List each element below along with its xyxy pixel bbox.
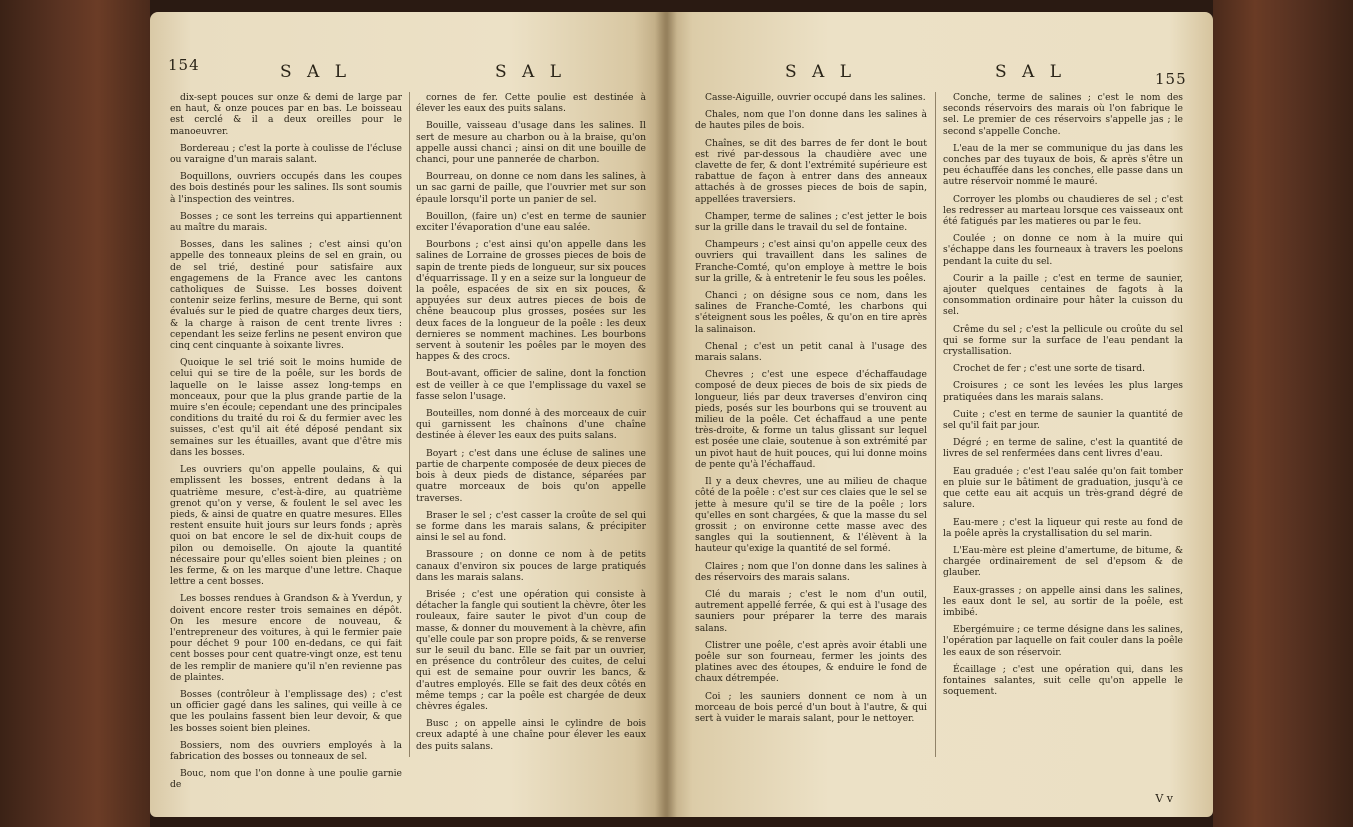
entry-paragraph: cornes de fer. Cette poulie est destinée à élever les eaux des puits salans. bbox=[416, 92, 646, 115]
entry-paragraph: Eau graduée ; c'est l'eau salée qu'on fait tomber en pluie sur le bâtiment de graduation, jusqu'à ce que cette eau ait acquis un très-grand dégré de salure. bbox=[943, 465, 1183, 511]
entry-paragraph: Casse-Aiguille, ouvrier occupé dans les salines. bbox=[705, 92, 926, 103]
entry-paragraph: Braser le sel ; c'est casser la croûte de sel qui se forme dans les marais salans, & précipiter ainsi le sel au fond. bbox=[416, 509, 646, 544]
entry-paragraph: Eaux-grasses ; on appelle ainsi dans les salines, les eaux dont le sel, au sortir de la poêle, est imbibé. bbox=[943, 584, 1183, 618]
entry-paragraph: Bouillon, (faire un) c'est en terme de saunier exciter l'évaporation d'une eau salée. bbox=[416, 210, 646, 234]
entry-paragraph: Bouteilles, nom donné à des morceaux de cuir qui garnissent les chaînons d'une chaîne destinée à élever les eaux des puits salans. bbox=[416, 408, 646, 442]
entry-paragraph: L'Eau-mère est pleine d'amertume, de bitume, & chargée ordinairement de sel d'epsom & de glauber. bbox=[943, 544, 1183, 579]
entry-paragraph: Croisures ; ce sont les levées les plus larges pratiquées dans les marais salans. bbox=[943, 380, 1183, 403]
entry-paragraph: Ebergémuire ; ce terme désigne dans les salines, l'opération par laquelle on fait couler dans la poêle les eaux de son réservoir. bbox=[943, 624, 1183, 658]
entry-paragraph: Boquillons, ouvriers occupés dans les coupes des bois destinés pour les salines. Ils sont soumis à l'inspection des veintres. bbox=[170, 171, 402, 205]
entry-paragraph: Coulée ; on donne ce nom à la muire qui s'échappe dans les fourneaux à travers les poelons pendant la cuite du sel. bbox=[943, 233, 1183, 267]
entry-paragraph: Cuite ; c'est en terme de saunier la quantité de sel qu'il fait par jour. bbox=[943, 408, 1183, 432]
entry-paragraph: Écaillage ; c'est une opération qui, dans les fontaines salantes, suit celle qu'on appelle le soquement. bbox=[943, 663, 1183, 698]
entry-paragraph: Bosses (contrôleur à l'emplissage des) ; c'est un officier gagé dans les salines, qui veille à ce que les poulains fassent bien leur devoir, & que les bosses soient bien pleines. bbox=[170, 688, 402, 734]
entry-paragraph: Champer, terme de salines ; c'est jetter le bois sur la grille dans le travail du sel de fontaine. bbox=[695, 210, 927, 234]
entry-paragraph: Boyart ; c'est dans une écluse de salines une partie de charpente composée de deux pieces de bois à deux pieds de distance, séparées par quatre morceaux de bois qu'on appelle traverses. bbox=[416, 447, 646, 504]
entry-paragraph: Chanci ; on désigne sous ce nom, dans les salines de Franche-Comté, les charbons qui s'éteignent sous les poêles, & qu'on en tire après la salinaison. bbox=[695, 290, 927, 335]
entry-paragraph: Bourbons ; c'est ainsi qu'on appelle dans les salines de Lorraine de grosses pieces de bois de sapin de trente pieds de longueur, sur six pouces d'équarrissage. Il y en a seize sur la longueur de la poêle, espacées de six en six pouces, & appuyées sur deux autres pieces de bois de chêne beaucoup plus grosses, posées sur les deux faces de la longueur de la poêle : les deux dernieres se nomment machines. Les bourbons servent à soutenir les poêles par le moyen des happes & des crocs. bbox=[416, 239, 646, 363]
entry-paragraph: Courir a la paille ; c'est en terme de saunier, ajouter quelques centaines de fagots à la consommation ordinaire pour hâter la cuisson du sel. bbox=[943, 272, 1183, 318]
entry-paragraph: dix-sept pouces sur onze & demi de large par en haut, & onze pouces par en bas. Le boisseau est cerclé & il a deux oreilles pour le manoeuvrer. bbox=[170, 92, 402, 137]
entry-paragraph: Clistrer une poêle, c'est après avoir établi une poêle sur son fourneau, fermer les joints des platines avec des étoupes, & enduire le fond de chaux détrempée. bbox=[695, 639, 927, 685]
entry-paragraph: Dégré ; en terme de saline, c'est la quantité de livres de sel renfermées dans cent livres d'eau. bbox=[943, 437, 1183, 460]
entry-paragraph: Chevres ; c'est une espece d'échaffaudage composé de deux pieces de bois de six pieds de longueur, liés par deux traverses d'environ cinq pieds, posés sur les bourbons qui se trouvent au milieu de la poêle. Cet échaffaud a une pente très-droite, & forme un talus glissant sur lequel est posée une claie, soutenue à son extrémité par un pivot haut de huit pouces, qui lui donne moins de pente qu'à l'échaffaud. bbox=[695, 369, 927, 470]
left-page-number: 154 bbox=[168, 56, 200, 74]
right-page-column-1 bbox=[695, 92, 927, 809]
entry-paragraph: L'eau de la mer se communique du jas dans les conches par des tuyaux de bois, & après s'être un peu échauffée dans les conches, elle passe dans un autre réservoir nommé le mauré. bbox=[943, 142, 1183, 188]
left-page bbox=[150, 12, 665, 817]
entry-paragraph: Bouc, nom que l'on donne à une poulie garnie de bbox=[170, 768, 402, 791]
left-page-column-1 bbox=[170, 92, 402, 809]
entry-paragraph: Brisée ; c'est une opération qui consiste à détacher la fangle qui soutient la chèvre, ôter les rouleaux, faire sauter le pivot d'un coup de masse, & donner du mouvement à la chèvre, afin qu'elle coule par son propre poids, & se renverse sur le seuil du banc. Elle se fait par un ouvrier, en présence du contrôleur des cuites, de celui qui est de semaine pour ouvrir les bancs, & d'autres employés. Elle se fait des deux côtés en même temps ; car la poêle est chargée de deux chèvres égales. bbox=[416, 588, 646, 712]
entry-paragraph: Chenal ; c'est un petit canal à l'usage des marais salans. bbox=[695, 340, 927, 364]
entry-paragraph: Brassoure ; on donne ce nom à de petits canaux d'environ six pouces de large pratiqués dans les marais salans. bbox=[416, 549, 646, 583]
entry-paragraph: Quoique le sel trié soit le moins humide de celui qui se tire de la poêle, sur les bords de laquelle on le laisse assez long-temps en monceaux, pour que la plus grande partie de la muire s'en écoule; cependant une des principales conditions du traité du roi & du fermier avec les suisses, c'est qu'il ait été déposé pendant six semaines sur les étuailles, avant que d'être mis dans les bosses. bbox=[170, 357, 402, 458]
left-running-head-1: S A L bbox=[280, 62, 352, 82]
entry-paragraph: Crochet de fer ; c'est une sorte de tisard. bbox=[953, 363, 1146, 375]
right-page-number: 155 bbox=[1155, 70, 1187, 88]
entry-paragraph: Bosses ; ce sont les terreins qui appartiennent au maître du marais. bbox=[170, 210, 402, 234]
entry-paragraph: Busc ; on appelle ainsi le cylindre de bois creux adapté à une chaîne pour élever les eaux des puits salans. bbox=[416, 718, 646, 752]
entry-paragraph: Claires ; nom que l'on donne dans les salines à des réservoirs des marais salans. bbox=[695, 560, 927, 583]
entry-paragraph: Chales, nom que l'on donne dans les salines à de hautes piles de bois. bbox=[695, 109, 927, 132]
entry-paragraph: Crême du sel ; c'est la pellicule ou croûte du sel qui se forme sur la surface de l'eau pendant la crystallisation. bbox=[943, 323, 1183, 358]
column-rule bbox=[409, 92, 410, 757]
right-page bbox=[665, 12, 1213, 817]
left-page-column-2 bbox=[416, 92, 646, 809]
right-running-head-2: S A L bbox=[995, 62, 1067, 82]
entry-paragraph: Bouille, vaisseau d'usage dans les salines. Il sert de mesure au charbon ou à la braise, qu'on appelle aussi chanci ; ainsi on dit une bouille de chanci, pour une pannerée de charbon. bbox=[416, 120, 646, 166]
entry-paragraph: Corroyer les plombs ou chaudieres de sel ; c'est les redresser au marteau lorsque ces vaisseaux ont été fatigués par les matieres ou par le feu. bbox=[943, 193, 1183, 228]
column-rule bbox=[935, 92, 936, 757]
entry-paragraph: Les bosses rendues à Grandson & à Yverdun, y doivent encore rester trois semaines en dépôt. On les mesure encore de nouveau, & l'entrepreneur des voitures, à qui le fermier paie pour déchet 9 pour 100 en-dedans, ce qui fait cent bosses pour cent quatre-vingt onze, est tenu de les remplir de maniere qu'il n'en revienne pas de plaintes. bbox=[170, 593, 402, 683]
entry-paragraph: Il y a deux chevres, une au milieu de chaque côté de la poêle : c'est sur ces claies que le sel se jette à mesure qu'il se tire de la poêle ; lors qu'elles en sont chargées, & que la masse du sel grossit ; on environne cette masse avec des sangles qui la soutiennent, & l'élèvent à la hauteur qu'exige la quantité de sel formé. bbox=[695, 476, 927, 555]
entry-paragraph: Chaînes, se dit des barres de fer dont le bout est rivé par-dessous la chaudière avec une clavette de fer, & dont l'extrémité supérieure est rabattue de façon à entrer dans des anneaux attachés à de grosses pieces de bois de sapin, appellées traversiers. bbox=[695, 137, 927, 205]
right-binding-edge bbox=[1213, 0, 1353, 827]
entry-paragraph: Champeurs ; c'est ainsi qu'on appelle ceux des ouvriers qui travaillent dans les salines de Franche-Comté, qu'on employe à mettre le bois sur la grille, & à entretenir le feu sous les poêles. bbox=[695, 239, 927, 284]
entry-paragraph: Bossiers, nom des ouvriers employés à la fabrication des bosses ou tonneaux de sel. bbox=[170, 739, 402, 762]
entry-paragraph: Les ouvriers qu'on appelle poulains, & qui emplissent les bosses, entrent dedans à la quatrième mesure, c'est-à-dire, au quatrième grenot qu'on y verse, & foulent le sel avec les pieds, & ainsi de quatre en quatre mesures. Elles restent ensuite huit jours sur leurs fonds ; après quoi on bat encore le sel de dix-huit coups de pilon ou demoiselle. On ajoute la quantité nécessaire pour qu'elles soient bien pleines ; on les ferme, & on les marque d'une lettre. Chaque lettre a cent bosses. bbox=[170, 464, 402, 588]
entry-paragraph: Bout-avant, officier de saline, dont la fonction est de veiller à ce que l'emplissage du vaxel se fasse selon l'usage. bbox=[416, 368, 646, 402]
entry-paragraph: Conche, terme de salines ; c'est le nom des seconds réservoirs des marais où l'on fabrique le sel. Le premier de ces réservoirs s'appelle jas ; le second s'appelle Conche. bbox=[943, 92, 1183, 137]
right-running-head-1: S A L bbox=[785, 62, 857, 82]
entry-paragraph: Bordereau ; c'est la porte à coulisse de l'écluse ou varaigne d'un marais salant. bbox=[170, 142, 402, 166]
entry-paragraph: Clé du marais ; c'est le nom d'un outil, autrement appellé ferrée, & qui est à l'usage des sauniers pour préparer la terre des marais salans. bbox=[695, 588, 927, 634]
entry-paragraph: Bourreau, on donne ce nom dans les salines, à un sac garni de paille, que l'ouvrier met sur son épaule lorsqu'il porte un panier de sel. bbox=[416, 171, 646, 205]
left-binding-edge bbox=[0, 0, 150, 827]
right-page-column-2 bbox=[943, 92, 1183, 809]
entry-paragraph: Coi ; les sauniers donnent ce nom à un morceau de bois percé d'un bout à l'autre, & qui sert à vuider le marais salant, pour le nettoyer. bbox=[695, 690, 927, 724]
entry-paragraph: Bosses, dans les salines ; c'est ainsi qu'on appelle des tonneaux pleins de sel en grain, ou de sel trié, destiné pour satisfaire aux engagemens de la France avec les cantons catholiques de Suisse. Les bosses doivent contenir seize ferlins, mesure de Berne, qui sont évalués sur le pied de quatre charges deux tiers, & la charge à raison de cent trente livres : cependant les seize ferlins ne pesent environ que cinq cent cinquante à soixante livres. bbox=[170, 239, 402, 352]
entry-paragraph: Eau-mere ; c'est la liqueur qui reste au fond de la poêle après la crystallisation du sel marin. bbox=[943, 516, 1183, 539]
left-running-head-2: S A L bbox=[495, 62, 567, 82]
signature-mark: V v bbox=[1155, 792, 1173, 805]
